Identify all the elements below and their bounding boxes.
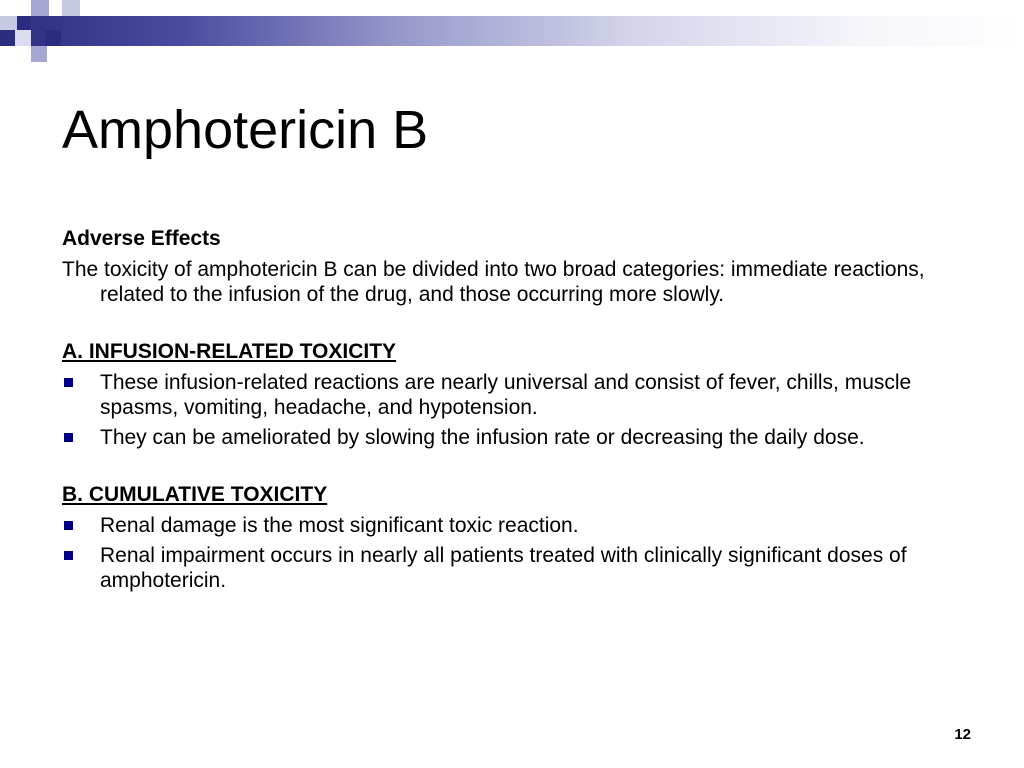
bullet-text: Renal damage is the most significant toxic reaction. <box>100 514 579 537</box>
section-heading: B. CUMULATIVE TOXICITY <box>62 483 328 506</box>
page-number: 12 <box>954 726 971 743</box>
section-heading: A. INFUSION-RELATED TOXICITY <box>62 340 397 363</box>
section-infusion-related <box>62 339 972 450</box>
bullet-text: They can be ameliorated by slowing the infusion rate or decreasing the daily dose. <box>100 426 865 449</box>
decor-square-dark <box>45 30 61 46</box>
bullet-text: Renal impairment occurs in nearly all patients treated with clinically significant doses of amphotericin. <box>100 544 907 592</box>
bullet-item <box>62 425 972 450</box>
header-gradient-bar <box>0 16 1024 46</box>
square-bullet-icon <box>64 551 73 560</box>
section-cumulative <box>62 482 972 593</box>
decor-square-light <box>31 46 47 62</box>
decor-square-light <box>15 30 31 46</box>
square-bullet-icon <box>64 521 73 530</box>
intro-paragraph: The toxicity of amphotericin B can be divided into two broad categories: immediate reactions, related to the infusion of the drug, and those occurring more slowly. <box>62 258 925 306</box>
square-bullet-icon <box>64 378 73 387</box>
decor-square-light <box>31 0 49 16</box>
bullet-item <box>62 370 972 420</box>
slide-title: Amphotericin B <box>62 100 429 160</box>
square-bullet-icon <box>64 433 73 442</box>
bullet-item <box>62 513 972 538</box>
decor-square-light <box>0 16 17 30</box>
bullet-list <box>62 513 972 593</box>
adverse-effects-heading: Adverse Effects <box>62 227 221 250</box>
bullet-item <box>62 543 972 593</box>
decor-square-dark <box>17 16 31 30</box>
bullet-text: These infusion-related reactions are nearly universal and consist of fever, chills, muscle spasms, vomiting, headache, and hypotension. <box>100 371 912 419</box>
decor-square-light <box>62 0 80 16</box>
slide-content <box>62 226 972 593</box>
bullet-list <box>62 370 972 450</box>
